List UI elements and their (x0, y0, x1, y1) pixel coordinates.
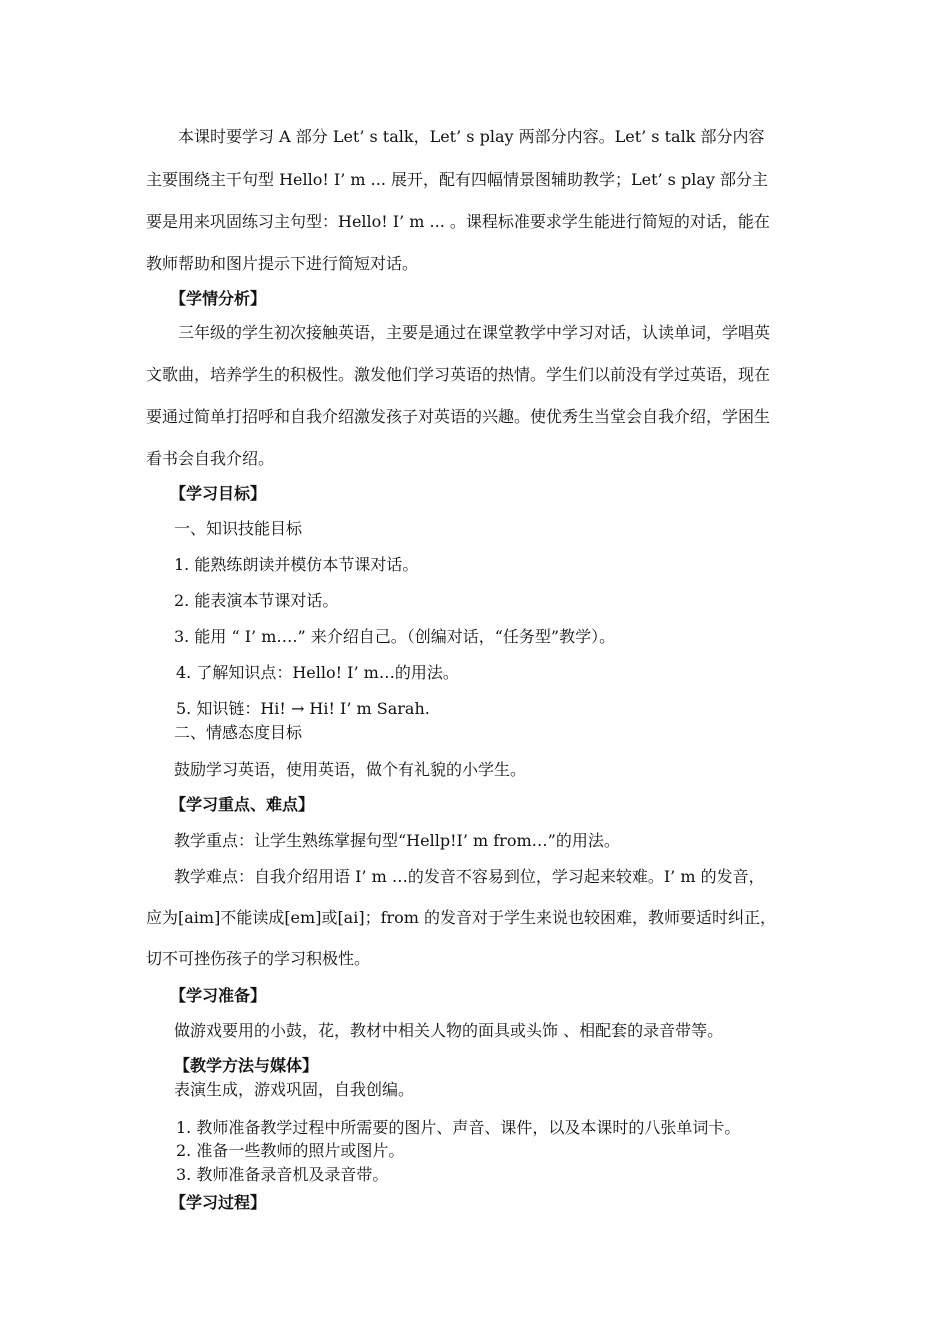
affective-text: 鼓励学习英语，使用英语，做个有礼貌的小学生。 (174, 760, 527, 779)
learner-analysis-line-3: 要通过简单打招呼和自我介绍激发孩子对英语的兴趣。使优秀生当堂会自我介绍，学困生 (146, 407, 771, 426)
knowledge-title: 一、知识技能目标 (174, 519, 303, 538)
objectives-heading: 【学习目标】 (170, 484, 267, 503)
knowledge-item-1: 1. 能熟练朗读并模仿本节课对话。 (174, 555, 419, 574)
intro-line-2: 主要围绕主干句型 Hello! I’ m ... 展开，配有四幅情景图辅助教学；Let’ s play 部分主 (146, 170, 769, 189)
knowledge-item-3: 3. 能用 “ I’ m….” 来介绍自己。（创编对话，“任务型”教学）。 (174, 627, 616, 646)
preparation-heading: 【学习准备】 (170, 986, 267, 1005)
intro-line-1: 本课时要学习 A 部分 Let’ s talk，Let’ s play 两部分内容。Let’ s talk 部分内容 (178, 127, 765, 146)
knowledge-item-5: 5. 知识链：Hi! → Hi! I’ m Sarah. (176, 699, 430, 718)
knowledge-item-2: 2. 能表演本节课对话。 (174, 591, 339, 610)
affective-title: 二、情感态度目标 (174, 723, 303, 742)
difficulty-line-1: 教学难点：自我介绍用语 I’ m …的发音不容易到位，学习起来较难。I’ m 的发音， (174, 867, 765, 886)
knowledge-item-4: 4. 了解知识点：Hello! I’ m…的用法。 (176, 663, 459, 682)
difficulty-line-3: 切不可挫伤孩子的学习积极性。 (146, 949, 371, 968)
key-points-heading: 【学习重点、难点】 (170, 795, 315, 814)
methods-item-3: 3. 教师准备录音机及录音带。 (176, 1165, 389, 1184)
intro-line-4: 教师帮助和图片提示下进行简短对话。 (146, 254, 419, 273)
intro-line-3: 要是用来巩固练习主句型：Hello! I’ m ... 。课程标准要求学生能进行简短的对话，能在 (146, 212, 770, 231)
methods-item-2: 2. 准备一些教师的照片或图片。 (176, 1141, 405, 1160)
process-heading: 【学习过程】 (170, 1193, 267, 1212)
methods-summary: 表演生成，游戏巩固，自我创编。 (174, 1080, 415, 1099)
difficulty-line-2: 应为[aim]不能读成[em]或[ai]；from 的发音对于学生来说也较困难，教师要适时纠正， (146, 908, 777, 927)
methods-item-1: 1. 教师准备教学过程中所需要的图片、声音、课件，以及本课时的八张单词卡。 (176, 1118, 741, 1137)
preparation-text: 做游戏要用的小鼓，花，教材中相关人物的面具或头饰 、相配套的录音带等。 (174, 1021, 724, 1040)
learner-analysis-heading: 【学情分析】 (170, 289, 267, 308)
methods-heading: 【教学方法与媒体】 (174, 1056, 319, 1075)
learner-analysis-line-1: 三年级的学生初次接触英语，主要是通过在课堂教学中学习对话，认读单词，学唱英 (178, 323, 771, 342)
key-points-focus: 教学重点：让学生熟练掌握句型“Hellp!I’ m from…”的用法。 (174, 831, 620, 850)
learner-analysis-line-2: 文歌曲，培养学生的积极性。激发他们学习英语的热情。学生们以前没有学过英语，现在 (146, 365, 771, 384)
learner-analysis-line-4: 看书会自我介绍。 (146, 449, 275, 468)
